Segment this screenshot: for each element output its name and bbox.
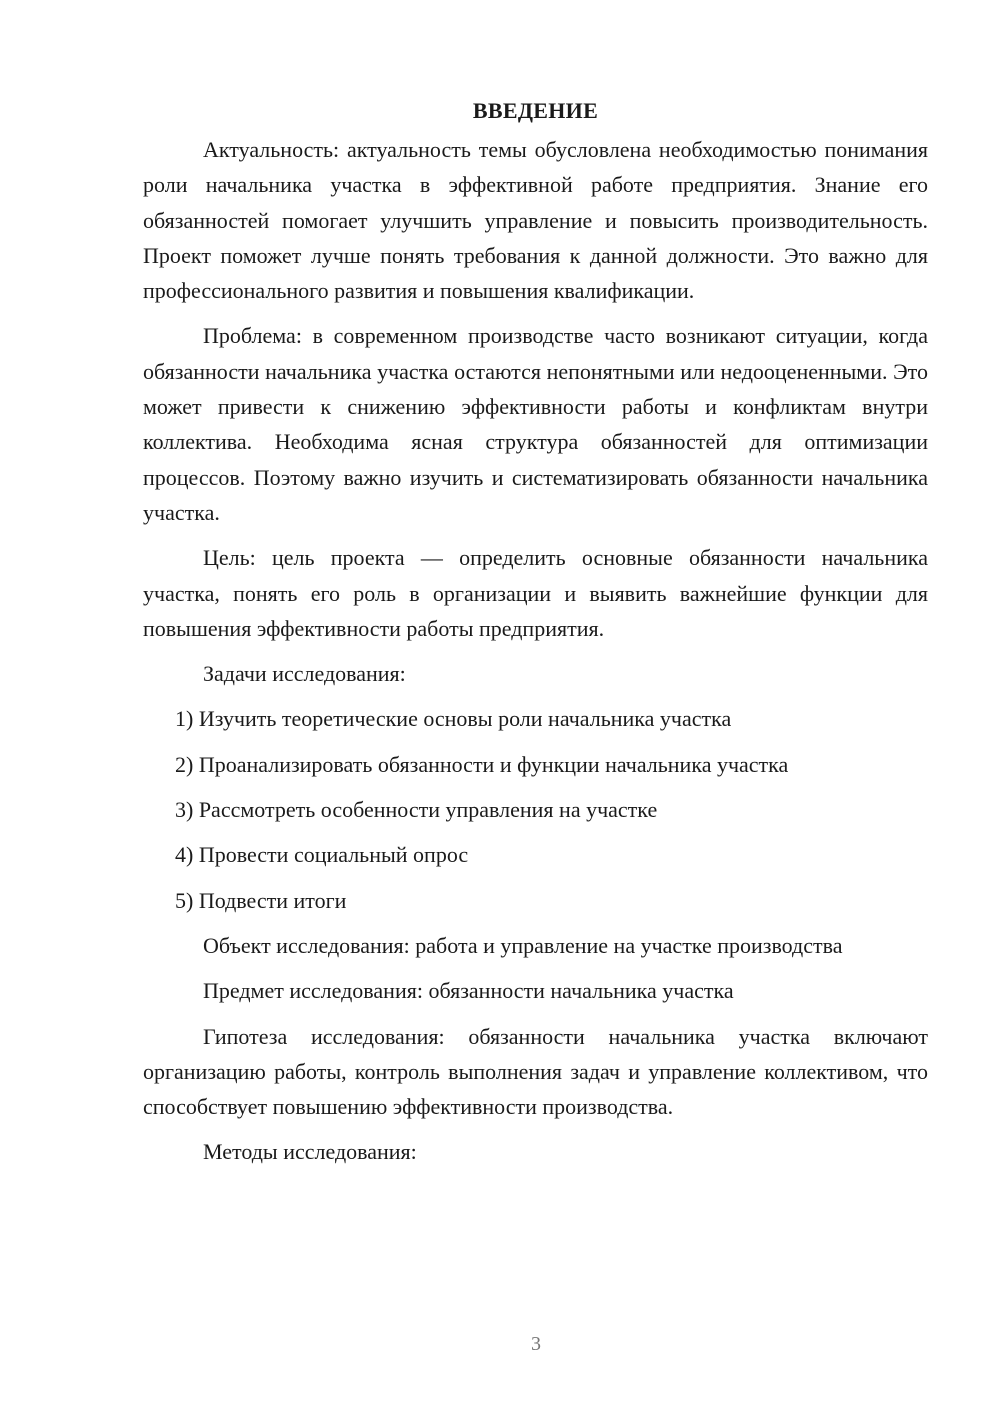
research-subject: Предмет исследования: обязанности начальника участка — [203, 978, 734, 1004]
relevance-paragraph: Актуальность: актуальность темы обусловлена необходимостью понимания роли начальника участка в эффективной работе предприятия. Знание его обязанностей помогает улучшить управление и повысить производительность. Проект поможет лучше понять требования к данной должности. Это важно для профессионального развития и повышения квалификации. — [143, 137, 928, 304]
task-item-2: 2) Проанализировать обязанности и функции начальника участка — [175, 751, 789, 777]
page-number: 3 — [531, 1333, 541, 1355]
tasks-title: Задачи исследования: — [203, 661, 406, 687]
goal-paragraph: Цель: цель проекта — определить основные обязанности начальника участка, понять его роль в организации и выявить важнейшие функции для повышения эффективности работы предприятия. — [143, 545, 928, 641]
methods-title: Методы исследования: — [203, 1139, 417, 1165]
task-item-4: 4) Провести социальный опрос — [175, 842, 469, 868]
task-item-3: 3) Рассмотреть особенности управления на участке — [175, 797, 658, 823]
page-content — [143, 94, 928, 1180]
hypothesis-paragraph: Гипотеза исследования: обязанности начальника участка включают организацию работы, контроль выполнения задач и управление коллективом, что способствует повышению эффективности производства. — [143, 1023, 928, 1120]
task-item-1: 1) Изучить теоретические основы роли начальника участка — [175, 706, 732, 732]
section-heading: ВВЕДЕНИЕ — [472, 98, 599, 123]
problem-paragraph: Проблема: в современном производстве часто возникают ситуации, когда обязанности начальника участка остаются непонятными или недооцененными. Это может привести к снижению эффективности работы и конфликтам внутри коллектива. Необходима ясная структура обязанностей для оптимизации процессов. Поэтому важно изучить и систематизировать обязанности начальника участка. — [143, 323, 928, 525]
research-object: Объект исследования: работа и управление на участке производства — [203, 932, 843, 958]
task-item-5: 5) Подвести итоги — [175, 887, 347, 913]
